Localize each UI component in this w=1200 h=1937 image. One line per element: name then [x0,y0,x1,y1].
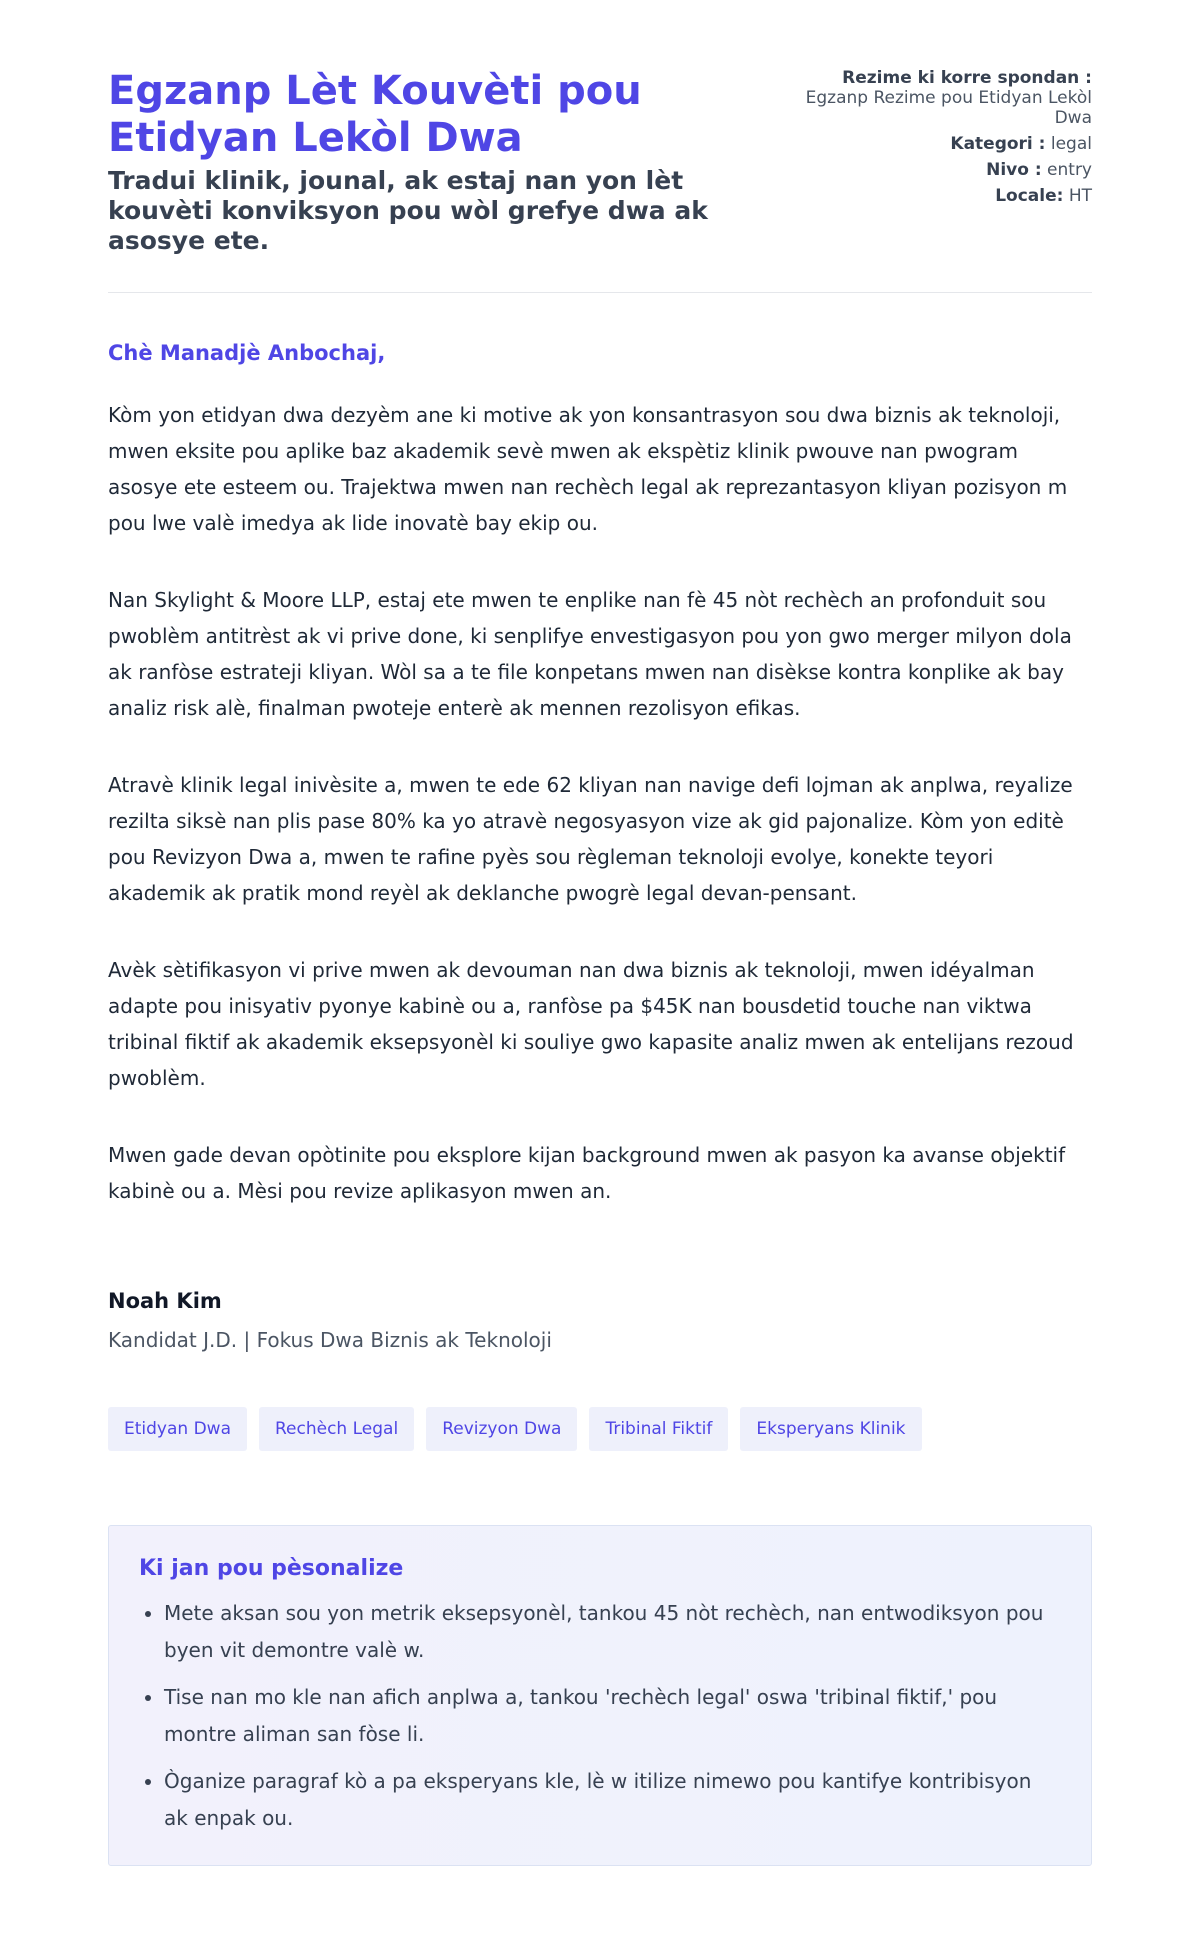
letter-paragraph: Mwen gade devan opòtinite pou eksplore kijan background mwen ak pasyon ka avanse objektif kabinè ou a. Mèsi pou revize aplikasyon mwen an. [108,1143,1066,1203]
letter-paragraph: Atravè klinik legal inivèsite a, mwen te ede 62 kliyan nan navige defi lojman ak anplwa, reyalize rezilta siksè nan plis pase 80% ka yo atravè negosyasyon vize ak gid pajonalize. Kòm yon editè pou Revizyon Dwa a, mwen te rafine pyès sou règleman teknoloji evolye, konekte teyori akademik ak pratik mond reyèl ak deklanche pwogrè legal devan-pensant. [108,773,1073,905]
letter-paragraph: Nan Skylight & Moore LLP, estaj ete mwen te enplike nan fè 45 nòt rechèch an profonduit sou pwoblèm antitrèst ak vi prive done, ki senplifye envestigasyon pou yon gwo merger milyon dola ak ranfòse estrateji kliyan. Wòl sa a te file konpetans mwen nan disèkse kontra konplike ak bay analiz risk alè, finalman pwoteje enterè ak mennen rezolisyon efikas. [108,588,1072,720]
greeting: Chè Manadjè Anbochaj, [108,341,386,365]
tag-list [108,1407,1092,1451]
meta-resume [802,68,1092,128]
title-block [108,68,748,256]
tip-item: • Tise nan mo kle nan afich anplwa a, tankou 'rechèch legal' oswa 'tribinal fiktif,' pou montre aliman san fòse li. [164,1679,1061,1753]
meta-category-value: legal [1050,134,1092,154]
signature-role: Kandidat J.D. | Fokus Dwa Biznis ak Teknoloji [108,1328,552,1352]
meta-category-label: Kategori : [950,134,1046,154]
tips-title: Ki jan pou pèsonalize [139,1556,404,1581]
tag-chip[interactable]: Rechèch Legal [259,1407,414,1451]
meta-locale-value: HT [1068,186,1092,206]
page-subtitle: Tradui klinik, jounal, ak estaj nan yon lèt kouvèti konviksyon pou wòl grefye dwa ak asosye ete. [108,166,708,255]
tag-chip[interactable]: Tribinal Fiktif [589,1407,728,1451]
signature-name: Noah Kim [108,1289,222,1313]
page-title: Egzanp Lèt Kouvèti pou Etidyan Lekòl Dwa [108,68,642,161]
meta-level [802,160,1092,180]
meta-level-label: Nivo : [986,160,1042,180]
meta-locale [802,186,1092,206]
letter-paragraph: Kòm yon etidyan dwa dezyèm ane ki motive ak yon konsantrasyon sou dwa biznis ak teknoloji, mwen eksite pou aplike baz akademik sevè mwen ak ekspètiz klinik pwouve nan pwogram asosye ete esteem ou. Trajektwa mwen nan rechèch legal ak reprezantasyon kliyan pozisyon m pou lwe valè imedya ak lide inovatè bay ekip ou. [108,403,1068,535]
tag-chip[interactable]: Eksperyans Klinik [740,1407,921,1451]
tips-list [139,1595,1061,1837]
tip-item: • Òganize paragraf kò a pa eksperyans kle, lè w itilize nimewo pou kantifye kontribisyon ak enpak ou. [164,1763,1061,1837]
meta-panel [802,68,1092,212]
meta-locale-label: Locale: [995,186,1064,206]
letter-paragraph: Avèk sètifikasyon vi prive mwen ak devouman nan dwa biznis ak teknoloji, mwen idéyalman adapte pou inisyativ pyonye kabinè ou a, ranfòse pa $45K nan bousdetid touche nan viktwa tribinal fiktif ak akademik eksepsyonèl ki souliye gwo kapasite analiz mwen ak entelijans rezoud pwoblèm. [108,958,1074,1090]
customization-tips-box [108,1525,1092,1866]
tag-chip[interactable]: Revizyon Dwa [426,1407,577,1451]
letter-body [108,341,1092,1352]
meta-category [802,134,1092,154]
header [108,68,1092,256]
tag-chip[interactable]: Etidyan Dwa [108,1407,247,1451]
meta-resume-link[interactable]: Egzanp Rezime pou Etidyan Lekòl Dwa [805,88,1092,128]
meta-resume-label: Rezime ki korre spondan : [842,68,1092,88]
header-divider [108,292,1092,293]
meta-level-value: entry [1047,160,1092,180]
tip-item: • Mete aksan sou yon metrik eksepsyonèl, tankou 45 nòt rechèch, nan entwodiksyon pou byen vit demontre valè w. [164,1595,1061,1669]
